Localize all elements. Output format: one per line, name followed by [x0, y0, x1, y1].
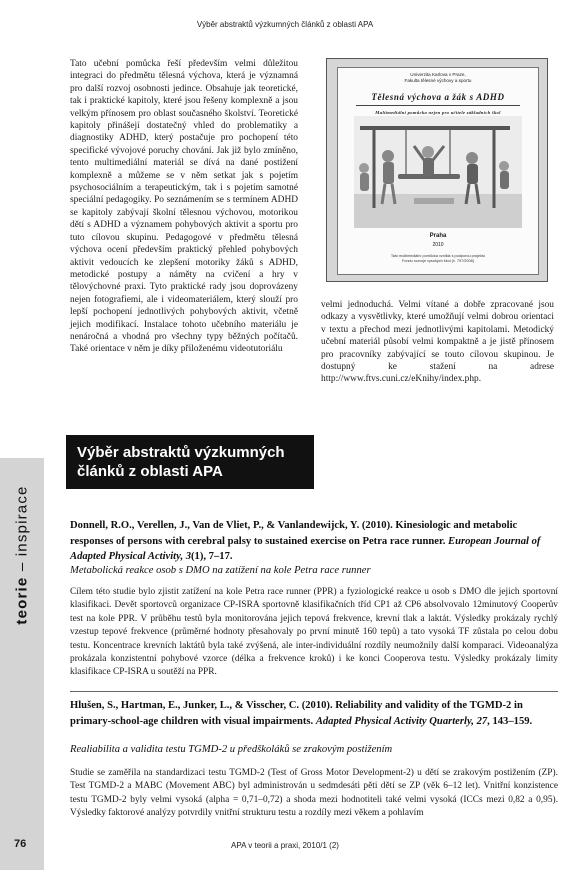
cover-title: Tělesná výchova a žák s ADHD: [356, 90, 520, 106]
abstract-2-journal: Adapted Physical Activity Quarterly: [315, 715, 472, 727]
side-label-part-1: teorie: [13, 576, 31, 625]
abstract-2-volume: , 27: [471, 715, 488, 727]
section-title-line-2: článků z oblasti APA: [77, 463, 223, 480]
cover-city: Praha: [429, 233, 447, 239]
section-heading-box: [66, 435, 314, 489]
page-number: 76: [14, 838, 27, 850]
cover-org-line-1: Univerzita Karlova v Praze,: [410, 72, 466, 77]
review-text-right-column: velmi jednoduchá. Velmi vítané a dobře zpracované jsou odkazy a vysvětlivky, které umožňují velmi dobrou orientaci v textu a přechod mezi jednotlivými kapitolami. Metodický učební materiál působí velmi kompaktně a je jistě přínosem pro pracovníky zabývající se touto cílovou skupinou. Je dostupný ke stažení na adrese http://www.ftvs.cuni.cz/eKnihy/index.php.: [321, 300, 554, 385]
abstract-2-title: Reliability and validity of the TGMD-2 in primary-school-age children with visual impairments.: [70, 700, 523, 727]
abstract-1-text: Cílem této studie bylo zjistit zatížení na kole Petra race runner (PPR) a fyziologické reakce u osob s DMO dle jejich sportovní klasifikaci. Devět sportovců organizace CP-ISRA sportovně klasifikačních tříd CP1 až CP6 absolvovalo 12minutový Cooperův test na kole PPR. V průběhu testů byla monitorována jejich tepová frekvence, krevní tlak a laktát. Výsledky prokázaly rychlý vzestup tepové frekvence (průměrné hodnoty přesahovaly po první minutě 160 tepů) a tato vysoká TF zůstala po celou dobu testu. Koncentrace krevních laktátů byla také zvýšená, ale inter-individuální rozdíly neumožnily další komparaci. Videoanalýza prokázala konzistentní pohybové vzorce (délka a frekvence kroků) i ke konci Cooperova testu. Výsledky prokázaly limity klasifikace CP-ISRA u soutěží na PPR.: [70, 587, 558, 678]
section-side-label: [14, 485, 31, 624]
page-footer: APA v teorii a praxi, 2010/1 (2): [231, 841, 339, 850]
cover-illustration-children-on-apparatus: [354, 116, 522, 228]
abstract-1-citation: [70, 518, 558, 565]
abstract-2-text: Studie se zaměřila na standardizaci testu TGMD-2 (Test of Gross Motor Development-2) u dětí se zrakovým postižením (ZP). Test TGMD-2 a MABC (Movement ABC) byl administrován u sedmdesáti pěti dětí se ZP (věk 6–12 let). Vnitřní konzistence testu TGMD-2 byly velmi vysoká (alpha = 0,71–0,72) a shoda mezi hodnotiteli také velmi vysoká (ICCs mezi 0,82 a 0,95). Výsledky faktorové analýzy potvrdily vnitřní strukturu testu a rozdíly mezi věkem a pohlavím: [70, 768, 558, 819]
running-header: Výběr abstraktů výzkumných článků z oblasti APA: [196, 20, 374, 29]
abstract-2-issue-pages: , 143–159.: [487, 715, 533, 727]
cover-note: [344, 254, 532, 264]
abstract-2-authors: Hlušen, S., Hartman, E., Junker, L., & Visscher, C. (2010).: [70, 700, 333, 711]
abstract-1-volume: , 3: [180, 551, 192, 562]
abstract-2-citation: [70, 698, 558, 729]
cover-year: 2010: [432, 242, 444, 248]
cover-inner-frame: [337, 67, 539, 275]
abstract-2-czech-title: Realiabilita a validita testu TGMD-2 u předškoláků se zrakovým postižením: [70, 744, 393, 755]
cover-note-line-1: Tato multimediální pomůcka vznikla s podporou projektu: [390, 254, 486, 258]
abstract-1-journal: European Journal of Adapted Physical Activity: [70, 535, 541, 562]
abstract-1-authors: Donnell, R.O., Verellen, J., Van de Vliet, P., & Vanlandewijck, Y. (2010).: [70, 520, 393, 531]
cover-note-line-2: Fondu rozvoje vysokých škol (č. 797/2008): [402, 259, 474, 263]
abstract-divider: [70, 691, 558, 692]
side-label-part-2: inspirace: [13, 485, 31, 557]
section-title: [77, 443, 285, 481]
book-cover-image: [326, 58, 548, 282]
abstract-1-czech-title: Metabolická reakce osob s DMO na zatížení na kole Petra race runner: [70, 565, 371, 576]
section-title-line-1: Výběr abstraktů výzkumných: [77, 444, 285, 461]
side-label-dash: –: [13, 556, 31, 577]
review-text-left-column: Tato učební pomůcka řeší především velmi důležitou integraci do předmětu tělesná výchova, která je významná pro další rozvoj osobnosti jedince. Obsahuje jak teoretické, tak i praktické kapitoly, které jsou řešeny komplexně a jsou velkým přínosem pro oblast současného školství. Teoretické kapitoly přinášejí dostatečný vhled do problematiky a diagnostiky ADHD, který postačuje pro pochopení této specifické vývojové poruchy chování. Jak již bylo zmíněno, tento multimediální materiál se dívá na dané postižení komplexně a můžeme se v něm setkat jak s pojetím psychosociálním a terapeutickým, tak i s pojetím samotné speciální pedagogiky. Po seznámením se s termínem ADHD se kapitoly zabývají školní tělesnou výchovou, motorikou dětí s ADHD a významem pohybových aktivit a sportu pro tuto cílovou skupinu. Pedagogové v předmětu tělesná výchova ocení především praktický přehled pohybových aktivit vedoucích ke zlepšení motoriky žáků s ADHD, metodické postupy a náměty na cvičení a hry v tělovýchovné praxi. Tyto praktické rady jsou doprovázeny nejen fotografiemi, ale i videomateriálem, který slouží pro lepší pochopení jednotlivých pohybových aktivit, včetně jejich modifikací. Instalace tohoto učebního materiálu je nenáročná a vhodná pro všechny typy běžných počítačů. Také orientace v něm je díky přiloženému videotutoriálu: [70, 59, 298, 355]
cover-subtitle: Multimediální pomůcka nejen pro učitele základních škol: [375, 110, 501, 115]
abstract-1-title: Kinesiologic and metabolic responses of persons with cerebral palsy to sustained exercise on Petra race runner.: [70, 520, 518, 547]
cover-organization: [338, 72, 538, 84]
abstract-1-issue-pages: (1), 7–17.: [191, 551, 233, 562]
cover-org-line-2: Fakulta tělesné výchovy a sportu: [404, 78, 472, 83]
